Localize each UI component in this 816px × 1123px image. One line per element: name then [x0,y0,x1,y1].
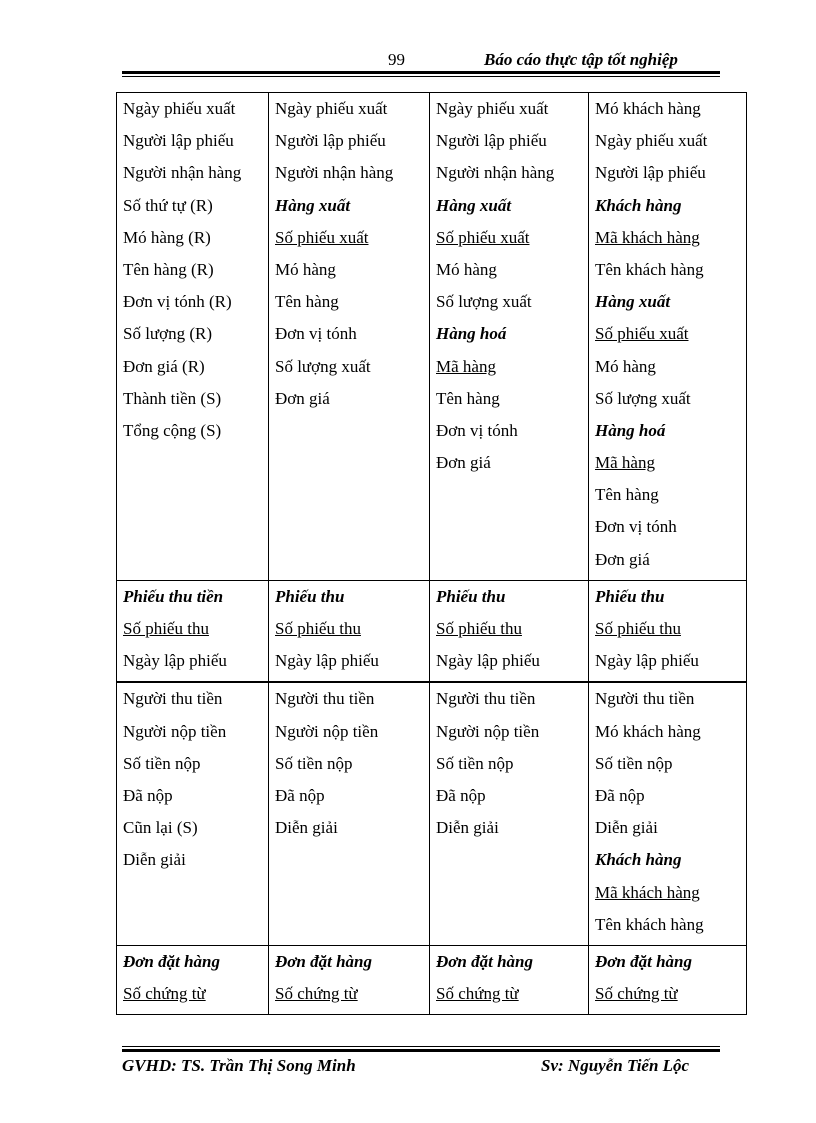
key-attribute: Số chứng từ [123,984,206,1004]
attribute-item: Ngày lập phiếu [123,651,227,671]
attribute-item: Số lượng xuất [436,292,532,312]
key-attribute: Số phiếu xuất [436,227,530,247]
attribute-item: Người thu tiền [123,689,223,709]
attribute-item: Đã nộp [436,785,486,805]
attribute-item: Mó khách hàng [595,721,701,741]
key-attribute: Số phiếu thu [275,619,361,638]
key-attribute: Số phiếu thu [123,619,209,638]
table-cell [430,93,589,581]
key-attribute: Mã khách hàng [595,882,700,902]
attribute-item: Người nộp tiền [123,721,227,741]
attribute-item: Diễn giải [436,818,499,838]
entity-heading: Khách hàng [595,195,682,215]
attribute-item: Đơn vị tónh [436,420,518,440]
header-rule-thin [122,76,720,77]
attribute-item: Số lượng xuất [275,356,371,376]
table-cell [117,93,269,581]
attribute-item: Mó hàng (R) [123,227,211,247]
attribute-item: Số tiền nộp [123,753,201,773]
footer-rule-thick [122,1049,720,1052]
table-cell [269,93,430,581]
footer-rule-thin [122,1046,720,1047]
supervisor-name: GVHD: TS. Trần Thị Song Minh [122,1056,356,1075]
table-row [117,580,747,682]
attribute-table [116,92,747,1015]
table-cell [589,93,747,581]
table-row [117,682,747,945]
attribute-item: Tên khách hàng [595,914,704,934]
entity-heading: Đơn đặt hàng [123,951,220,971]
key-attribute: Số phiếu thu [436,619,522,638]
attribute-item: Tổng cộng (S) [123,420,222,440]
table-cell [269,682,430,945]
entity-heading: Đơn đặt hàng [595,951,692,971]
entity-heading: Phiếu thu [436,586,506,606]
key-attribute: Mã khách hàng [595,227,700,247]
attribute-item: Ngày lập phiếu [275,651,379,671]
attribute-item: Ngày phiếu xuất [123,99,236,118]
key-attribute: Số chứng từ [275,984,358,1004]
table-cell [269,580,430,682]
key-attribute: Mã hàng [436,356,496,376]
attribute-item: Đơn vị tónh [595,517,677,537]
attribute-item: Người thu tiền [436,689,536,709]
attribute-item: Mó hàng [595,356,656,376]
attribute-item: Người lập phiếu [436,131,547,151]
table-cell [269,945,430,1014]
attribute-item: Số tiền nộp [436,753,514,773]
attribute-item: Diễn giải [275,818,338,838]
entity-heading: Hàng hoá [436,324,507,344]
table-cell [589,682,747,945]
attribute-item: Số lượng xuất [595,388,691,408]
attribute-item: Số lượng (R) [123,324,213,344]
attribute-item: Người nhận hàng [123,163,242,183]
table-cell [589,945,747,1014]
attribute-item: Tên khách hàng [595,259,704,279]
attribute-item: Người thu tiền [275,689,375,709]
attribute-item: Số tiền nộp [595,753,673,773]
entity-heading: Phiếu thu [275,586,345,606]
entity-heading: Đơn đặt hàng [436,951,533,971]
attribute-item: Đã nộp [595,785,645,805]
table-cell [117,580,269,682]
attribute-item: Đơn vị tónh [275,324,357,344]
key-attribute: Số phiếu xuất [595,324,689,344]
page-number: 99 [388,50,405,69]
table-row [117,93,747,581]
attribute-item: Tên hàng (R) [123,259,214,279]
entity-heading: Hàng xuất [436,195,512,215]
entity-heading: Đơn đặt hàng [275,951,372,971]
attribute-item: Người nộp tiền [436,721,540,741]
attribute-item: Ngày phiếu xuất [595,131,708,151]
attribute-item: Mó hàng [436,259,497,279]
table-cell [430,580,589,682]
attribute-item: Thành tiền (S) [123,388,222,408]
entity-heading: Hàng xuất [595,292,671,312]
attribute-item: Đã nộp [275,785,325,805]
attribute-item: Cũn lại (S) [123,818,198,838]
key-attribute: Mã hàng [595,453,655,473]
key-attribute: Số chứng từ [436,984,519,1004]
attribute-item: Người nộp tiền [275,721,379,741]
report-title: Báo cáo thực tập tốt nghiệp [484,50,678,69]
attribute-item: Ngày lập phiếu [595,651,699,671]
key-attribute: Số chứng từ [595,984,678,1004]
entity-heading: Hàng hoá [595,420,666,440]
attribute-item: Mó khách hàng [595,99,701,118]
attribute-item: Diễn giải [123,850,186,870]
attribute-item: Ngày lập phiếu [436,651,540,671]
attribute-item: Tên hàng [595,485,659,505]
key-attribute: Số phiếu xuất [275,227,369,247]
student-name: Sv: Nguyễn Tiến Lộc [541,1056,690,1075]
attribute-item: Đơn vị tónh (R) [123,292,232,312]
attribute-item: Đơn giá [275,388,330,408]
table-cell [430,682,589,945]
entity-heading: Phiếu thu [595,586,665,606]
table-cell [117,682,269,945]
attribute-item: Mó hàng [275,259,336,279]
header-rule-thick [122,71,720,74]
attribute-item: Ngày phiếu xuất [436,99,549,118]
attribute-item: Số tiền nộp [275,753,353,773]
attribute-item: Người thu tiền [595,689,695,709]
attribute-item: Tên hàng [275,292,339,312]
attribute-item: Người lập phiếu [275,131,386,151]
attribute-item: Đơn giá [436,453,491,473]
attribute-item: Số thứ tự (R) [123,195,213,215]
table-cell [117,945,269,1014]
attribute-item: Diễn giải [595,818,658,838]
attribute-item: Người lập phiếu [595,163,706,183]
entity-heading: Hàng xuất [275,195,351,215]
attribute-item: Đã nộp [123,785,173,805]
attribute-item: Người lập phiếu [123,131,234,151]
key-attribute: Số phiếu thu [595,619,681,638]
attribute-item: Người nhận hàng [436,163,555,183]
attribute-item: Đơn giá (R) [123,356,205,376]
attribute-item: Tên hàng [436,388,500,408]
attribute-item: Người nhận hàng [275,163,394,183]
entity-heading: Khách hàng [595,850,682,870]
table-cell [589,580,747,682]
attribute-item: Ngày phiếu xuất [275,99,388,118]
attribute-item: Đơn giá [595,549,650,569]
table-row [117,945,747,1014]
entity-heading: Phiếu thu tiền [123,586,224,606]
table-cell [430,945,589,1014]
